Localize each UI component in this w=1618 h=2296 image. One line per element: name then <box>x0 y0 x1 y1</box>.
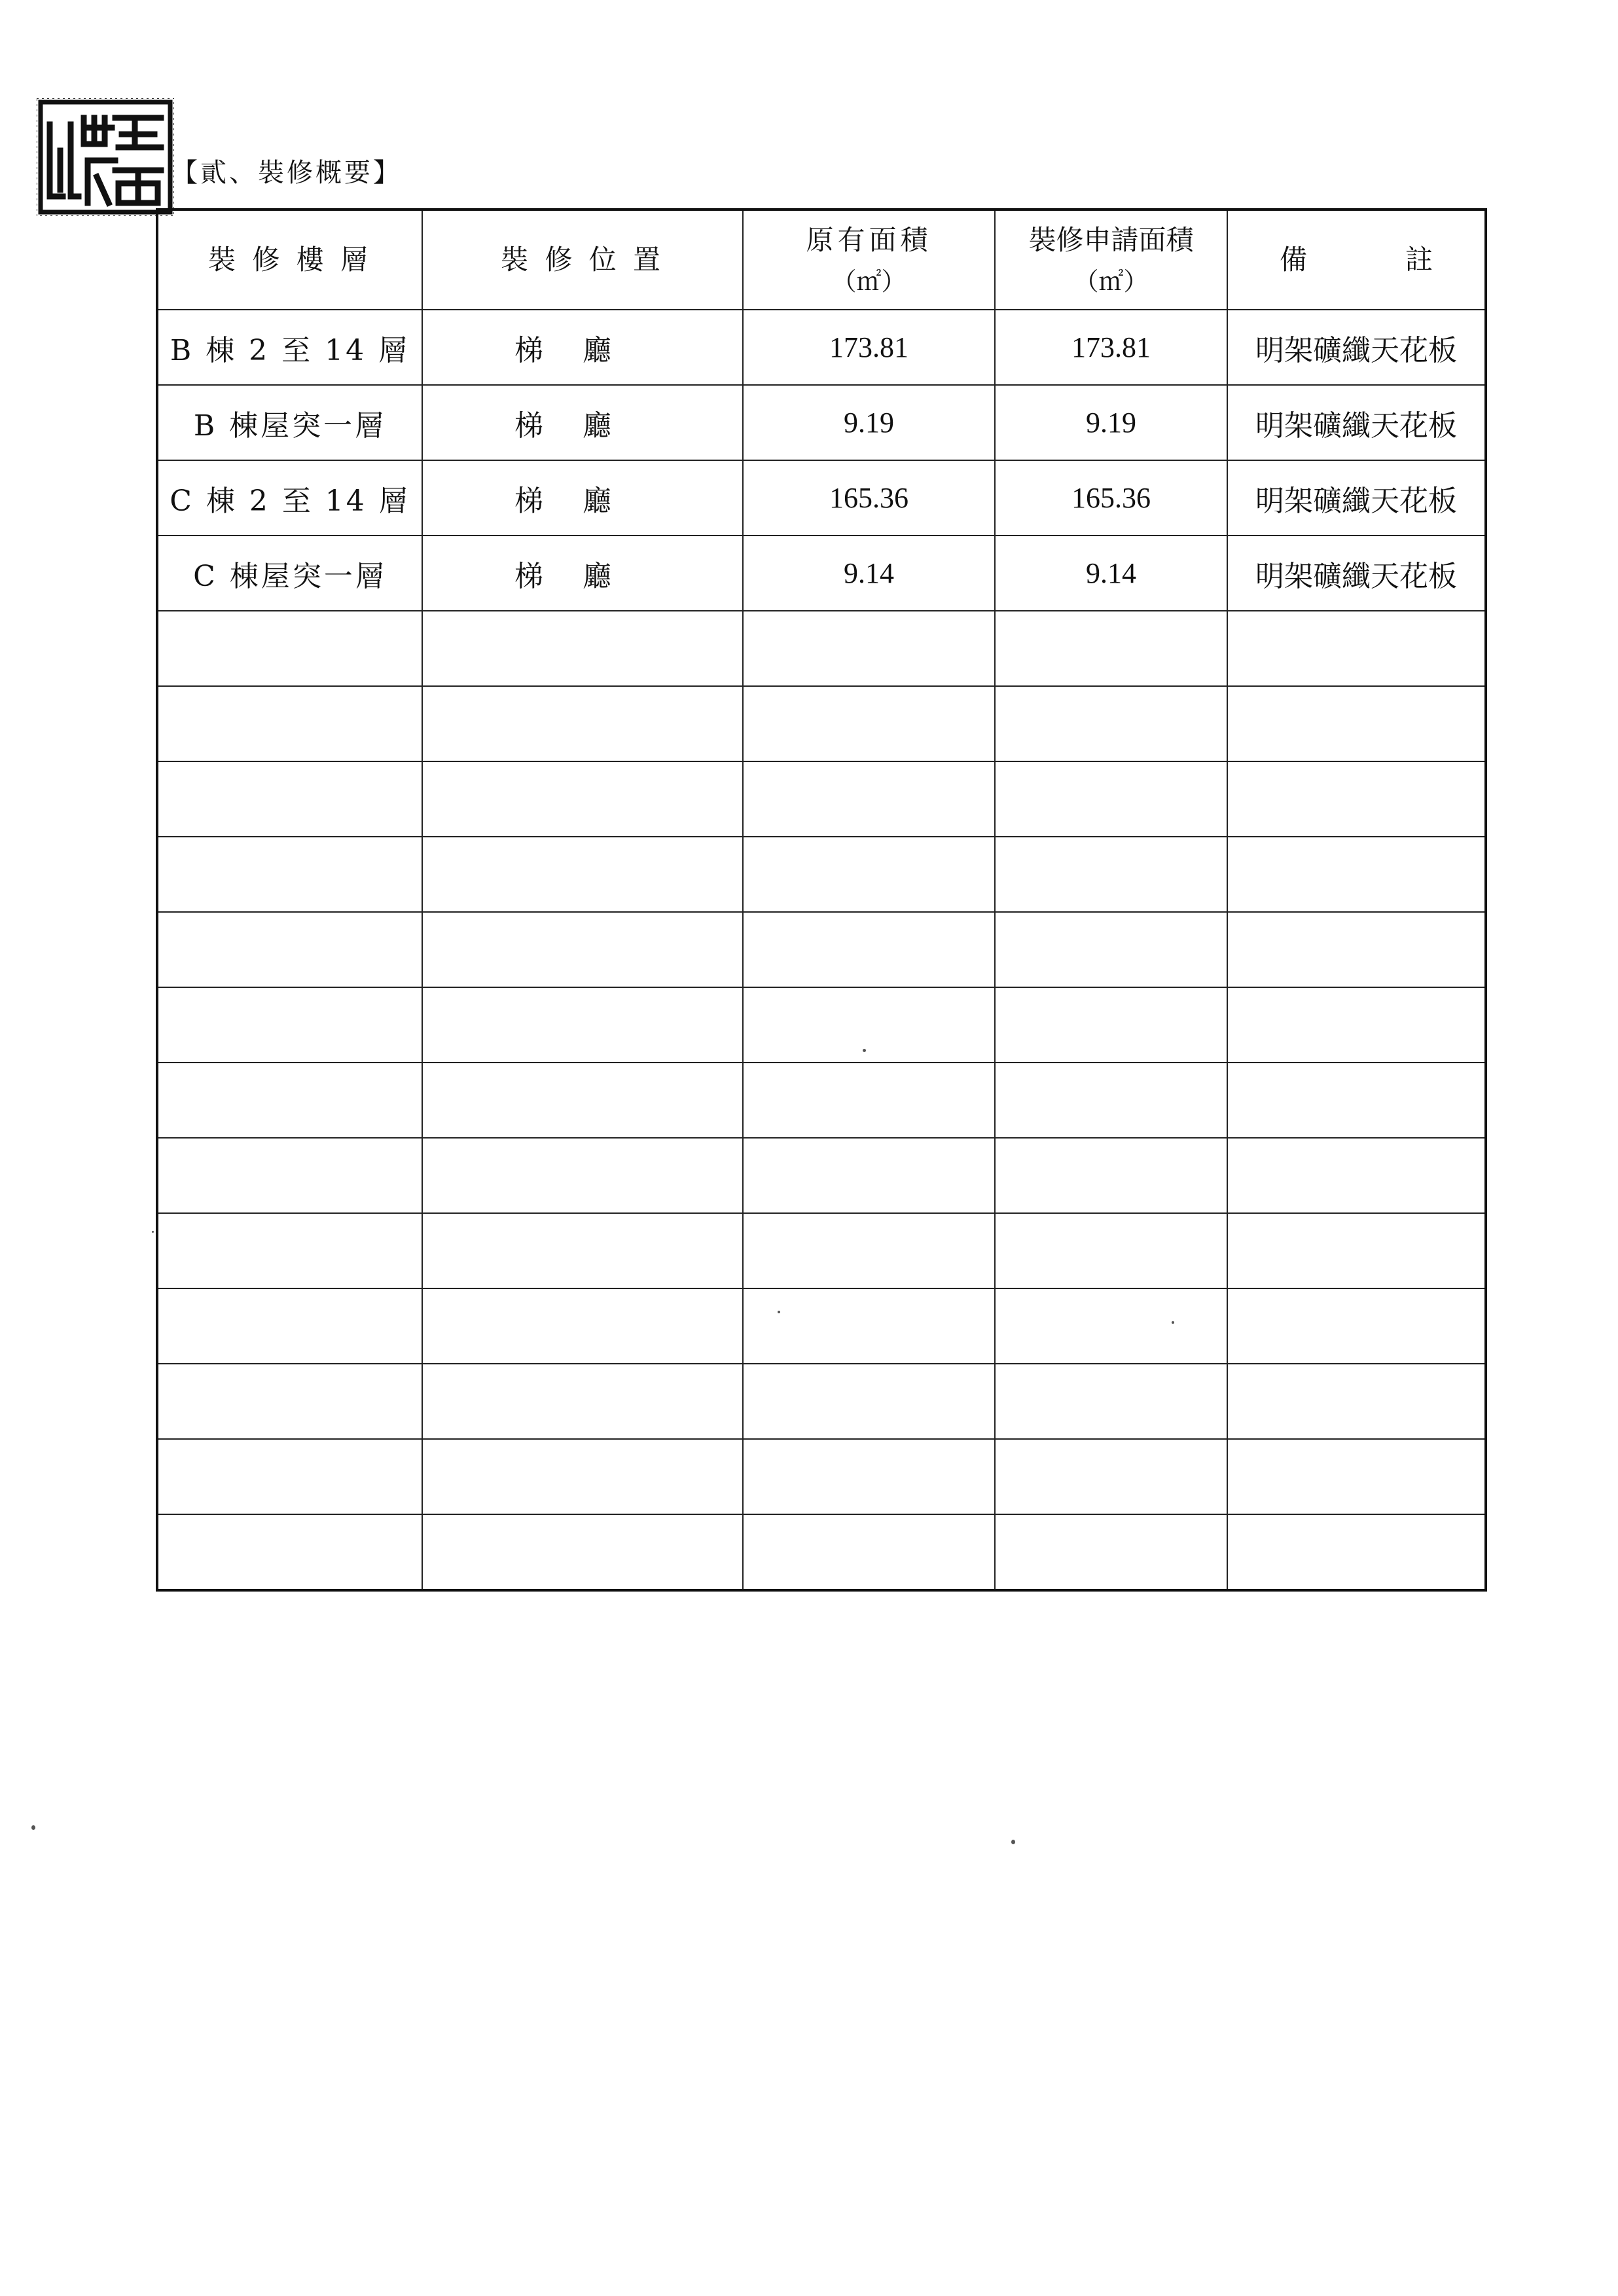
cell-floor-empty <box>157 837 422 912</box>
cell-applied-area-empty <box>995 1213 1227 1288</box>
scan-speck <box>31 1825 35 1830</box>
cell-note: 明架礦纖天花板 <box>1227 460 1486 536</box>
seal-stamp <box>37 98 174 216</box>
cell-original-area-empty <box>743 912 995 987</box>
cell-floor: C 棟屋突一層 <box>157 536 422 611</box>
header-note-left: 備 <box>1279 244 1307 276</box>
cell-location-empty <box>422 1138 743 1213</box>
cell-floor: C 棟 2 至 14 層 <box>157 460 422 536</box>
header-note-right: 註 <box>1405 244 1433 276</box>
table-row-empty <box>157 1514 1486 1590</box>
header-note <box>1227 210 1486 310</box>
cell-floor: B 棟 2 至 14 層 <box>157 310 422 385</box>
cell-note-empty <box>1227 1213 1486 1288</box>
cell-location-empty <box>422 611 743 686</box>
cell-note-empty <box>1227 1138 1486 1213</box>
cell-floor-empty <box>157 1439 422 1514</box>
table-row-empty <box>157 611 1486 686</box>
cell-applied-area-empty <box>995 761 1227 837</box>
table-row-empty <box>157 1439 1486 1514</box>
cell-floor-empty <box>157 1514 422 1590</box>
header-floor-label: 裝 修 樓 層 <box>207 244 372 276</box>
table-row <box>157 460 1486 536</box>
section-title: 【貳、裝修概要】 <box>171 158 402 188</box>
cell-note-empty <box>1227 1364 1486 1439</box>
cell-applied-area-empty <box>995 1514 1227 1590</box>
header-applied-area-label: 裝修申請面積 <box>1028 224 1194 256</box>
table-row-empty <box>157 837 1486 912</box>
table-row-empty <box>157 1063 1486 1138</box>
cell-original-area-empty <box>743 1439 995 1514</box>
cell-original-area-empty <box>743 1364 995 1439</box>
cell-location-empty <box>422 1439 743 1514</box>
cell-applied-area: 9.14 <box>995 536 1227 611</box>
cell-applied-area-empty <box>995 1288 1227 1364</box>
cell-note-empty <box>1227 1439 1486 1514</box>
cell-original-area: 9.19 <box>743 385 995 460</box>
header-original-area-unit: （㎡） <box>831 267 907 297</box>
scan-speck <box>778 1311 780 1313</box>
cell-applied-area-empty <box>995 912 1227 987</box>
cell-floor-empty <box>157 1063 422 1138</box>
cell-note-empty <box>1227 1288 1486 1364</box>
table-row <box>157 310 1486 385</box>
cell-floor-empty <box>157 1288 422 1364</box>
cell-applied-area: 173.81 <box>995 310 1227 385</box>
cell-original-area-empty <box>743 837 995 912</box>
cell-location-empty <box>422 761 743 837</box>
table-row <box>157 385 1486 460</box>
cell-location-empty <box>422 1364 743 1439</box>
cell-note: 明架礦纖天花板 <box>1227 385 1486 460</box>
cell-location-empty <box>422 1213 743 1288</box>
cell-applied-area-empty <box>995 1138 1227 1213</box>
cell-note-empty <box>1227 1514 1486 1590</box>
cell-original-area-empty <box>743 686 995 761</box>
header-location-label: 裝 修 位 置 <box>500 244 665 276</box>
renovation-summary-table <box>156 208 1487 1592</box>
cell-note-empty <box>1227 1063 1486 1138</box>
cell-applied-area-empty <box>995 1439 1227 1514</box>
cell-note-empty <box>1227 761 1486 837</box>
cell-floor-empty <box>157 1364 422 1439</box>
cell-note: 明架礦纖天花板 <box>1227 310 1486 385</box>
cell-location: 梯廳 <box>422 310 743 385</box>
cell-original-area-empty <box>743 987 995 1063</box>
cell-applied-area: 9.19 <box>995 385 1227 460</box>
cell-note-empty <box>1227 987 1486 1063</box>
table-row-empty <box>157 1213 1486 1288</box>
table-row-empty <box>157 1364 1486 1439</box>
cell-location-empty <box>422 1063 743 1138</box>
cell-original-area-empty <box>743 611 995 686</box>
cell-original-area-empty <box>743 1514 995 1590</box>
cell-note-empty <box>1227 912 1486 987</box>
table-row-empty <box>157 912 1486 987</box>
cell-location-empty <box>422 1514 743 1590</box>
cell-original-area-empty <box>743 1138 995 1213</box>
table-row <box>157 536 1486 611</box>
cell-original-area-empty <box>743 1213 995 1288</box>
table-row-empty <box>157 1138 1486 1213</box>
header-applied-area-unit: （㎡） <box>1073 267 1149 297</box>
header-original-area-label: 原有面積 <box>806 224 932 256</box>
header-applied-area <box>995 210 1227 310</box>
cell-applied-area-empty <box>995 837 1227 912</box>
cell-location-empty <box>422 837 743 912</box>
cell-floor-empty <box>157 761 422 837</box>
table-row-empty <box>157 987 1486 1063</box>
cell-original-area-empty <box>743 1288 995 1364</box>
cell-note: 明架礦纖天花板 <box>1227 536 1486 611</box>
cell-floor-empty <box>157 912 422 987</box>
cell-original-area-empty <box>743 1063 995 1138</box>
cell-original-area: 173.81 <box>743 310 995 385</box>
cell-location-empty <box>422 1288 743 1364</box>
table-body <box>157 310 1486 1590</box>
cell-floor-empty <box>157 686 422 761</box>
header-original-area <box>743 210 995 310</box>
cell-note-empty <box>1227 686 1486 761</box>
scan-speck <box>1172 1321 1174 1324</box>
scan-speck <box>1011 1840 1015 1844</box>
scan-speck <box>152 1231 154 1233</box>
cell-note-empty <box>1227 611 1486 686</box>
cell-note-empty <box>1227 837 1486 912</box>
cell-floor-empty <box>157 611 422 686</box>
cell-applied-area-empty <box>995 686 1227 761</box>
table-row-empty <box>157 686 1486 761</box>
cell-location-empty <box>422 987 743 1063</box>
cell-original-area: 9.14 <box>743 536 995 611</box>
cell-floor: B 棟屋突一層 <box>157 385 422 460</box>
cell-applied-area-empty <box>995 987 1227 1063</box>
cell-floor-empty <box>157 1213 422 1288</box>
scan-speck <box>863 1049 866 1052</box>
table-row-empty <box>157 1288 1486 1364</box>
cell-applied-area-empty <box>995 1364 1227 1439</box>
cell-original-area-empty <box>743 761 995 837</box>
table-row-empty <box>157 761 1486 837</box>
cell-original-area: 165.36 <box>743 460 995 536</box>
cell-location: 梯廳 <box>422 536 743 611</box>
cell-floor-empty <box>157 987 422 1063</box>
cell-location: 梯廳 <box>422 460 743 536</box>
table-header-row <box>157 210 1486 310</box>
cell-applied-area: 165.36 <box>995 460 1227 536</box>
header-floor <box>157 210 422 310</box>
header-location <box>422 210 743 310</box>
cell-location-empty <box>422 686 743 761</box>
cell-location: 梯廳 <box>422 385 743 460</box>
cell-floor-empty <box>157 1138 422 1213</box>
cell-applied-area-empty <box>995 1063 1227 1138</box>
cell-location-empty <box>422 912 743 987</box>
cell-applied-area-empty <box>995 611 1227 686</box>
